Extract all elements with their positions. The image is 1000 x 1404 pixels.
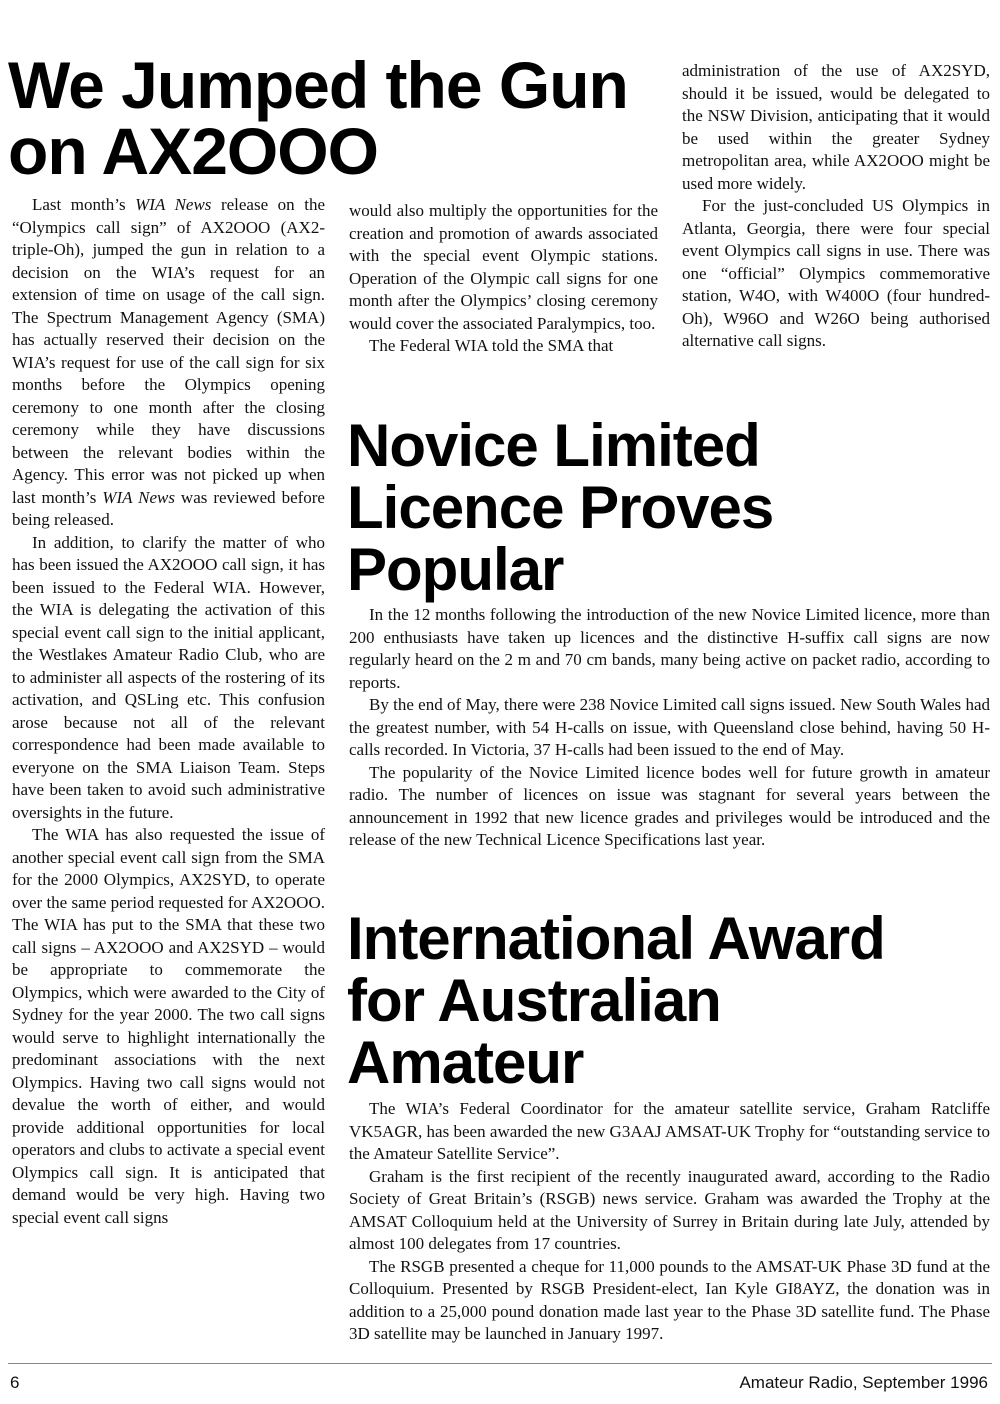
body-paragraph: By the end of May, there were 238 Novice Limited call signs issued. New South Wales had the greatest number, with 54 H-calls on issue, with Queensland close behind, having 50 H-calls recorded. In Victoria, 37 H-calls had been issued to the end of May. [349, 695, 990, 759]
body-paragraph: would also multiply the opportunities for the creation and promotion of awards associated with the special event Olympic stations. Operation of the Olympic call signs for one month after the Olympics’ closing ceremony would cover the associated Paralympics, too. [349, 201, 658, 333]
article1-column-1 [12, 194, 325, 1229]
publication-title: WIA News [135, 195, 212, 214]
body-text: was reviewed before being released. [12, 487, 325, 529]
page-number: 6 [10, 1373, 20, 1392]
headline-novice-limited [347, 412, 774, 603]
body-paragraph [12, 194, 325, 532]
body-paragraph: The WIA’s Federal Coordinator for the amateur satellite service, Graham Ratcliffe VK5AGR, has been awarded the new G3AAJ AMSAT-UK Trophy for “outstanding service to the Amateur Satellite Service”. [349, 1099, 990, 1163]
article1-column-2 [349, 200, 658, 358]
headline-line: Licence Proves [347, 474, 774, 541]
body-paragraph: In the 12 months following the introduction of the new Novice Limited licence, more than 200 enthusiasts have taken up licences and the distinctive H-suffix call signs are now regularly heard on the 2 m and 70 cm bands, many being active on packet radio, according to reports. [349, 605, 990, 692]
body-paragraph: The Federal WIA told the SMA that [369, 336, 614, 355]
headline-line: Novice Limited [347, 412, 760, 479]
footer-rule [8, 1363, 992, 1364]
body-paragraph: administration of the use of AX2SYD, should it be issued, would be delegated to the NSW Division, anticipating that it would be used within the greater Sydney metropolitan area, while AX2OOO might be used more widely. [682, 61, 990, 193]
headline-line: Amateur [347, 1029, 584, 1096]
publication-title: WIA News [102, 487, 175, 507]
headline-line: We Jumped the Gun [8, 48, 628, 122]
article3-body [349, 1098, 990, 1346]
headline-ax2000 [8, 48, 628, 188]
body-paragraph: The popularity of the Novice Limited licence bodes well for future growth in amateur radio. The number of licences on issue was stagnant for several years between the announcement in 1992 that new licence grades and privileges would be introduced and the release of the new Technical Licence Specifications last year. [349, 762, 990, 849]
publication-footer: Amateur Radio, September 1996 [739, 1373, 988, 1392]
headline-line: International Award [347, 905, 885, 972]
article1-column-3 [682, 60, 990, 353]
body-paragraph: For the just-concluded US Olympics in Atlanta, Georgia, there were four special event Olympics call signs in use. There was one “official” Olympics commemorative station, W4O, with W400O (four hundred-Oh), W96O and W26O being authorised alternative call signs. [682, 196, 990, 350]
body-text: release on the “Olympics call sign” of AX2OOO (AX2-triple-Oh), jumped the gun in relation to a decision on the WIA’s request for an extension of time on usage of the call sign. The Spectrum Management Agency (SMA) has actually reserved their decision on the WIA’s request for use of the call sign for six months before the Olympics opening ceremony to one month after the closing ceremony while they have discussions between the relevant bodies within the Agency. This error was not picked up when last month’s [12, 195, 325, 507]
headline-line: Popular [347, 536, 564, 603]
body-paragraph: In addition, to clarify the matter of who has been issued the AX2OOO call sign, it has been issued to the Federal WIA. However, the WIA is delegating the activation of this special event call sign to the initial applicant, the Westlakes Amateur Radio Club, who are to administer all aspects of the rostering of its activation, and QSLing etc. This confusion arose because not all of the relevant correspondence had been made available to everyone on the SMA Liaison Team. Steps have been taken to avoid such administrative oversights in the future. [12, 532, 325, 822]
body-paragraph: Graham is the first recipient of the recently inaugurated award, according to the Radio Society of Great Britain’s (RSGB) news service. Graham was awarded the Trophy at the AMSAT Colloquium held at the University of Surrey in Britain during late July, attended by almost 100 delegates from 17 countries. [349, 1166, 990, 1253]
headline-line: for Australian [347, 967, 721, 1034]
headline-international-award [347, 905, 885, 1096]
article2-body [349, 604, 990, 852]
body-paragraph: The WIA has also requested the issue of another special event call sign from the SMA for the 2000 Olympics, AX2SYD, to operate over the same period requested for AX2OOO. The WIA has put to the SMA that these two call signs – AX2OOO and AX2SYD – would be appropriate to commemorate the Olympics, which were awarded to the City of Sydney for the year 2000. The two call signs would serve to highlight internationally the predominant associations with the next Olympics. Having two call signs would not devalue the worth of either, and would provide additional opportunities for local operators and clubs to activate a special event Olympics call sign. It is anticipated that demand would be very high. Having two special event call signs [12, 825, 325, 1227]
body-paragraph: The RSGB presented a cheque for 11,000 pounds to the AMSAT-UK Phase 3D fund at the Colloquium. Presented by RSGB President-elect, Ian Kyle GI8AYZ, the donation was in addition to a 25,000 pound donation made last year to the Phase 3D satellite fund. The Phase 3D satellite may be launched in January 1997. [349, 1256, 990, 1343]
body-text: Last month’s [32, 195, 136, 214]
headline-line: on AX2OOO [8, 114, 378, 188]
